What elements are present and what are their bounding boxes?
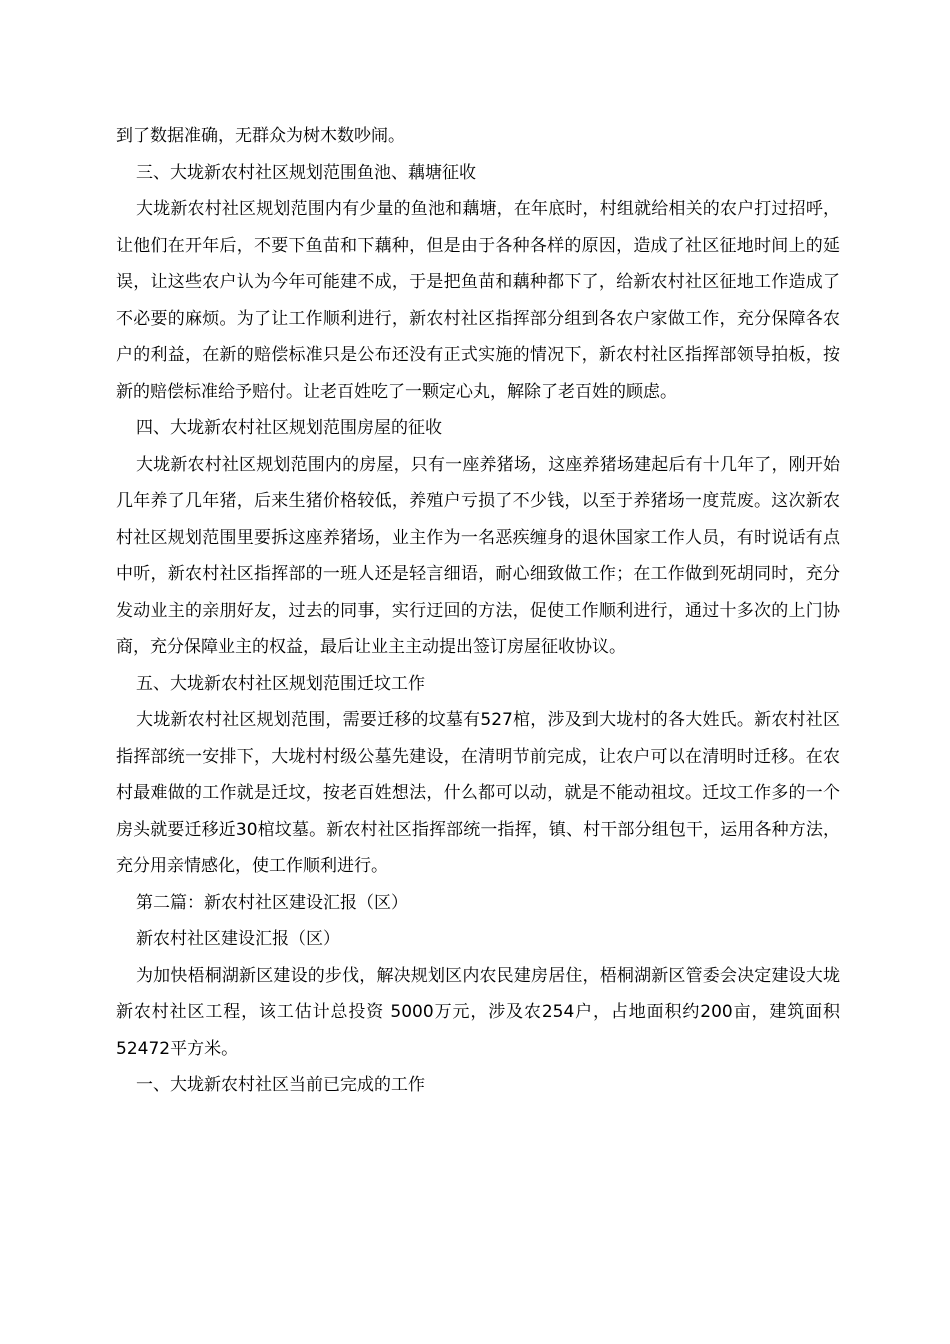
paragraph-graves: 大垅新农村社区规划范围，需要迁移的坟墓有527棺，涉及到大垅村的各大姓氏。新农村社区指挥部统一安排下，大垅村村级公墓先建设，在清明节前完成，让农户可以在清明时迁移。在农村最难做的工作就是迁坟，按老百姓想法，什么都可以动，就是不能动祖坟。迁坟工作多的一个房头就要迁移近30棺坟墓。新农村社区指挥部统一指挥，镇、村干部分组包干，运用各种方法，充分用亲情感化，使工作顺利进行。 [116, 710, 840, 876]
report-title: 新农村社区建设汇报（区） [136, 929, 340, 949]
section-heading-5: 五、大垅新农村社区规划范围迁坟工作 [136, 673, 425, 694]
document-page [116, 118, 840, 1104]
paragraph-continuation: 到了数据准确，无群众为树木数吵闹。 [116, 126, 405, 146]
chapter-title: 第二篇：新农村社区建设汇报（区） [136, 892, 408, 913]
section-heading-1: 一、大垅新农村社区当前已完成的工作 [136, 1075, 425, 1095]
paragraph-fishpond: 大垅新农村社区规划范围内有少量的鱼池和藕塘，在年底时，村组就给相关的农户打过招呼，让他们在开年后，不要下鱼苗和下藕种，但是由于各种各样的原因，造成了社区征地时间上的延误，让这些农户认为今年可能建不成，于是把鱼苗和藕种都下了，给新农村社区征地工作造成了不必要的麻烦。为了让工作顺利进行，新农村社区指挥部分组到各农户家做工作，充分保障各农户的利益，在新的赔偿标准只是公布还没有正式实施的情况下，新农村社区指挥部领导拍板，按新的赔偿标准给予赔付。让老百姓吃了一颗定心丸，解除了老百姓的顾虑。 [116, 199, 840, 402]
paragraph-housing: 大垅新农村社区规划范围内的房屋，只有一座养猪场，这座养猪场建起后有十几年了，刚开始几年养了几年猪，后来生猪价格较低，养殖户亏损了不少钱，以至于养猪场一度荒废。这次新农村社区规划范围里要拆这座养猪场，业主作为一名恶疾缠身的退休国家工作人员，有时说话有点中听，新农村社区指挥部的一班人还是轻言细语，耐心细致做工作；在工作做到死胡同时，充分发动业主的亲朋好友，过去的同事，实行迂回的方法，促使工作顺利进行，通过十多次的上门协商，充分保障业主的权益，最后让业主主动提出签订房屋征收协议。 [116, 454, 840, 657]
section-heading-3: 三、大垅新农村社区规划范围鱼池、藕塘征收 [136, 162, 476, 183]
paragraph-overview: 为加快梧桐湖新区建设的步伐，解决规划区内农民建房居住，梧桐湖新区管委会决定建设大垅新农村社区工程，该工估计总投资 5000万元，涉及农254户，占地面积约200亩，建筑面积52472平方米。 [116, 965, 840, 1059]
section-heading-4: 四、大垅新农村社区规划范围房屋的征收 [136, 418, 442, 438]
